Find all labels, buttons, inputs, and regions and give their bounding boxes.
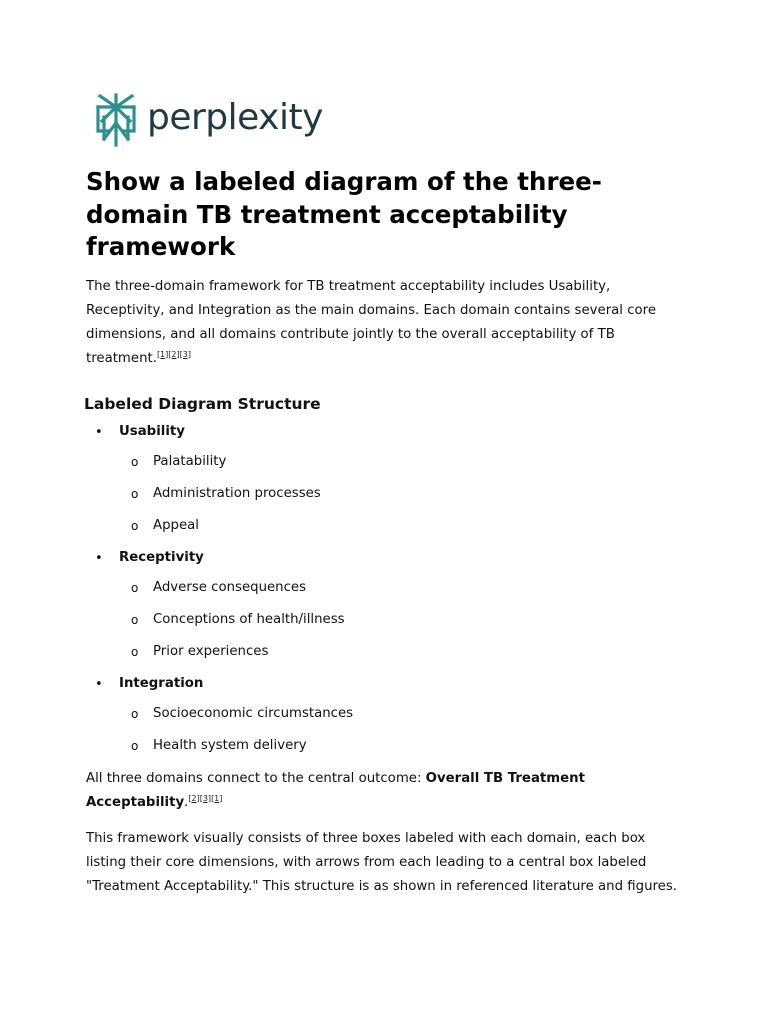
outcome-emphasis: Overall TB Treatment Acceptability	[86, 770, 585, 810]
dimension-label: Health system delivery	[153, 737, 307, 753]
bullet-icon: •	[95, 550, 103, 566]
dimension-label: Administration processes	[153, 485, 321, 501]
circle-bullet-icon: o	[131, 580, 139, 595]
dimension-list	[119, 577, 686, 663]
citation-link[interactable]: [2]	[168, 349, 180, 359]
section-heading: Labeled Diagram Structure	[84, 394, 321, 413]
dimension-label: Prior experiences	[153, 643, 269, 659]
circle-bullet-icon: o	[131, 518, 139, 533]
circle-bullet-icon: o	[131, 612, 139, 627]
citation-link[interactable]: [3]	[179, 349, 191, 359]
circle-bullet-icon: o	[131, 738, 139, 753]
citation-link[interactable]: [3]	[199, 793, 212, 803]
dimension-item	[119, 451, 686, 473]
dimension-item	[119, 703, 686, 725]
dimension-label: Palatability	[153, 453, 227, 469]
domain-name: Receptivity	[119, 549, 204, 565]
domain-name: Usability	[119, 423, 185, 439]
dimension-label: Appeal	[153, 517, 200, 533]
bullet-icon: •	[95, 676, 103, 692]
circle-bullet-icon: o	[131, 454, 139, 469]
dimension-item	[119, 641, 686, 663]
outcome-prefix: All three domains connect to the central outcome:	[86, 770, 426, 786]
domain-item-integration	[86, 673, 686, 757]
domain-item-receptivity	[86, 547, 686, 663]
citation-link[interactable]: [1]	[211, 793, 223, 803]
dimension-label: Conceptions of health/illness	[153, 611, 345, 627]
domain-name: Integration	[119, 675, 204, 691]
dimension-label: Socioeconomic circumstances	[153, 705, 354, 721]
domain-list	[86, 421, 686, 757]
outcome-paragraph	[86, 767, 686, 815]
outcome-citations[interactable]	[188, 794, 222, 803]
dimension-item	[119, 735, 686, 757]
page-title: Show a labeled diagram of the three-domain TB treatment acceptability framework	[86, 167, 602, 261]
intro-citations[interactable]	[157, 350, 191, 359]
citation-link[interactable]: [2]	[188, 793, 200, 803]
dimension-label: Adverse consequences	[153, 579, 307, 595]
intro-paragraph	[86, 275, 686, 371]
dimension-item	[119, 483, 686, 505]
citation-link[interactable]: [1]	[156, 349, 169, 359]
brand-logo	[94, 93, 323, 147]
intro-text: The three-domain framework for TB treatment acceptability includes Usability, Receptivity, and Integration as the main domains. Each domain contains several core dimensions, and all domains contribute jointly to the overall acceptability of TB treatment.	[86, 278, 657, 366]
bullet-icon: •	[95, 424, 103, 440]
dimension-list	[119, 451, 686, 537]
dimension-item	[119, 515, 686, 537]
answer-content	[86, 166, 686, 899]
brand-wordmark: perplexity	[147, 96, 323, 138]
dimension-item	[119, 609, 686, 631]
perplexity-logo-icon	[94, 93, 138, 147]
dimension-item	[119, 577, 686, 599]
dimension-list	[119, 703, 686, 757]
circle-bullet-icon: o	[131, 486, 139, 501]
closing-paragraph: This framework visually consists of three boxes labeled with each domain, each box listing their core dimensions, with arrows from each leading to a central box labeled "Treatment Acceptability." This structure is as shown in referenced literature and figures.	[86, 830, 678, 894]
circle-bullet-icon: o	[131, 644, 139, 659]
circle-bullet-icon: o	[131, 706, 139, 721]
outcome-suffix: .	[184, 794, 189, 810]
domain-item-usability	[86, 421, 686, 537]
